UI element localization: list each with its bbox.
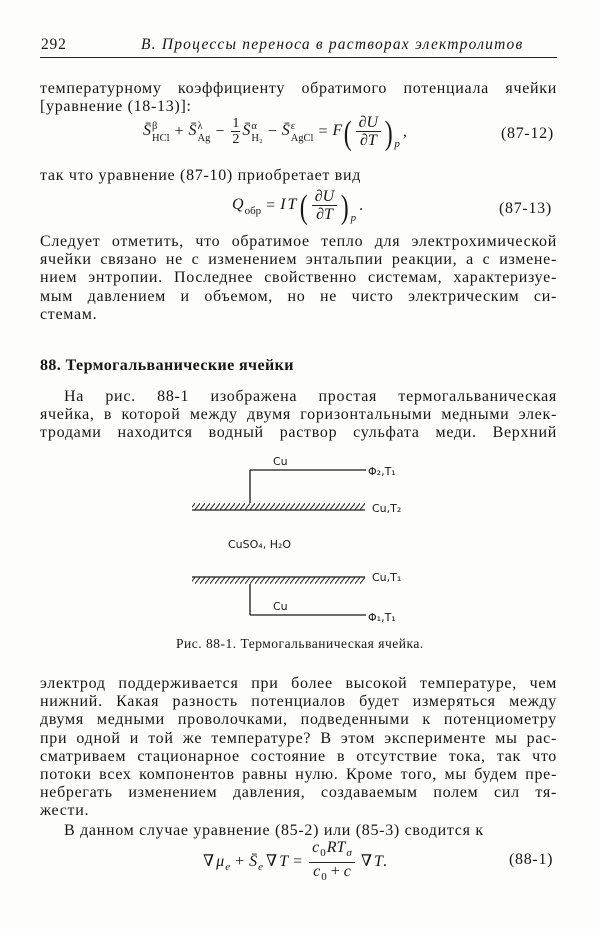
entropy-symbol: S̄: [143, 122, 151, 140]
nabla-symbol: ∇: [360, 852, 373, 870]
fraction-numerator: ∂U: [312, 188, 337, 206]
equation-87-12: [143, 114, 407, 154]
text-line: так что уравнение (87-10) приобретает вид: [40, 167, 362, 184]
top-terminal-label: Φ₂,T₁: [368, 465, 396, 478]
equation-number: (87-12): [501, 125, 554, 142]
entropy-symbol: S̄: [188, 122, 197, 140]
figure-88-1: [0, 450, 600, 635]
fraction-denominator: ∂T: [359, 132, 377, 150]
plus-sign: +: [235, 852, 245, 870]
subscript: e: [258, 860, 264, 873]
gas-constant-temperature: RT: [326, 838, 346, 856]
scripts-hcl: [152, 121, 170, 145]
section-paragraph: [40, 388, 557, 443]
equals-sign: =: [293, 852, 303, 870]
subscript: e: [225, 860, 231, 873]
subscript: 0: [321, 870, 327, 883]
concentration-symbol: c: [343, 862, 351, 880]
left-paren: (: [343, 114, 352, 152]
derivative-fraction: [312, 188, 337, 223]
fraction-denominator: [309, 863, 355, 886]
punctuation: .: [382, 852, 387, 870]
upper-electrode-hatching: [192, 503, 365, 510]
text-line: нием энтропии. Последнее свойственно системам, характеризуе-: [40, 269, 557, 287]
transition-paragraph: [40, 167, 557, 185]
scripts-ag: [198, 121, 211, 145]
superscript: β: [152, 120, 158, 132]
equals-sign: =: [318, 122, 328, 140]
equation-88-1-expression: [203, 839, 387, 886]
superscript: ε: [290, 120, 296, 132]
punctuation: .: [359, 196, 364, 214]
fraction-denominator: ∂T: [316, 206, 333, 224]
scripts-h2: [251, 121, 262, 145]
bottom-wire-label: Cu: [273, 600, 288, 613]
text-line: тродами находится водный раствор сульфата меди. Верхний: [40, 424, 557, 442]
text-line: На рис. 88-1 изображена простая термогальваническая: [64, 388, 557, 405]
bottom-terminal-label: Φ₁,T₁: [368, 611, 396, 624]
equation-87-13-expression: [232, 188, 363, 227]
fraction-one-half: [231, 116, 240, 147]
subscript: H₂: [251, 132, 263, 144]
equation-87-12-expression: [143, 114, 407, 153]
fraction-numerator: [309, 839, 355, 863]
lower-electrode-label: Cu,T₁: [372, 571, 402, 584]
text-line: двумя медными проволочками, подведенными к потенциометру: [40, 711, 557, 729]
derivative-subscript: p: [394, 138, 400, 151]
faraday-constant: F: [332, 122, 343, 140]
equation-88-1: [203, 838, 387, 883]
right-paren: ): [340, 188, 349, 226]
equation-number: (87-13): [499, 200, 552, 217]
text-line: небрегать изменением давления, создаваемым полем сил тя-: [40, 784, 557, 802]
text-line: при одной и той же температуре? В этом эксперименте мы рас-: [40, 729, 557, 747]
minus-sign: −: [267, 122, 277, 140]
equation-87-13: [232, 188, 363, 228]
subscript: HCl: [152, 132, 170, 144]
current-temperature-factor: IT: [280, 196, 299, 214]
running-title: В. Процессы переноса в растворах электролитов: [141, 36, 524, 53]
upper-electrode-label: Cu,T₂: [372, 502, 402, 515]
scripts-agcl: [291, 121, 314, 145]
entropy-symbol: S̄: [281, 122, 290, 140]
intro-paragraph: [40, 80, 557, 116]
text-line: ячейки связано не с изменением энтальпии реакции, а с измене-: [40, 251, 557, 269]
coefficient-fraction: [309, 839, 355, 886]
superscript: λ: [197, 120, 203, 132]
lower-electrode-hatching: [192, 577, 365, 584]
text-line: электрод поддерживается при более высокой температуре, чем: [40, 675, 557, 692]
derivative-fraction: [356, 114, 381, 149]
header-rule: [40, 57, 557, 58]
text-line: сматриваем стационарное состояние в отсутствие тока, так что: [40, 747, 557, 765]
temperature-symbol: T: [279, 852, 289, 870]
superscript: α: [251, 120, 257, 132]
left-paren: (: [300, 188, 309, 226]
subscript: AgCl: [290, 132, 314, 144]
remark-paragraph: [40, 233, 557, 324]
subscript: Ag: [197, 132, 211, 144]
solution-label: CuSO₄, H₂O: [228, 538, 292, 551]
chemical-potential-symbol: μ: [216, 852, 225, 870]
concentration-symbol: c: [312, 838, 320, 856]
derivative-subscript: p: [350, 212, 357, 225]
equation-number: (88-1): [509, 851, 554, 868]
plus-sign: +: [330, 862, 340, 880]
text-line: жести.: [40, 802, 90, 820]
plus-sign: +: [174, 122, 184, 140]
temperature-symbol: T: [374, 852, 383, 870]
nabla-symbol: ∇: [203, 852, 215, 870]
subscript: σ: [346, 846, 352, 859]
concentration-symbol: c: [313, 862, 321, 880]
fraction-denominator: 2: [232, 132, 240, 148]
figure-caption: Рис. 88-1. Термогальваническая ячейка.: [176, 636, 424, 651]
fraction-numerator: ∂U: [356, 114, 381, 132]
text-line: нижний. Какая разность потенциалов будет измеряться между: [40, 693, 557, 711]
fraction-numerator: 1: [232, 116, 240, 132]
text-line: стемам.: [40, 305, 98, 323]
subscript: обр: [244, 204, 262, 217]
top-wire-label: Cu: [273, 455, 288, 468]
text-line: Следует отметить, что обратимое тепло для электрохимической: [40, 233, 557, 250]
text-line: мым давлением и объемом, но не чисто электрическим си-: [40, 287, 557, 305]
text-line: потоки всех компонентов равны нулю. Кроме того, мы будем пре-: [40, 765, 557, 783]
text-line: В данном случае уравнение (85-2) или (85-3) сводится к: [64, 822, 484, 839]
nabla-symbol: ∇: [266, 852, 278, 870]
reduction-paragraph: [40, 822, 557, 840]
equals-sign: =: [266, 196, 276, 214]
continuation-paragraph: [40, 675, 557, 821]
right-paren: ): [384, 114, 393, 152]
entropy-symbol: S̄: [249, 852, 258, 870]
page-number: 292: [41, 36, 67, 53]
text-line: [уравнение (18-13)]:: [40, 98, 192, 116]
subscript: 0: [320, 846, 326, 859]
text-line: ячейка, в которой между двумя горизонтальными медными элек-: [40, 406, 557, 424]
minus-sign: −: [215, 122, 225, 140]
section-heading: 88. Термогальванические ячейки: [40, 357, 294, 374]
punctuation: ,: [402, 122, 407, 140]
heat-symbol: Q: [232, 196, 244, 214]
text-line: температурному коэффициенту обратимого потенциала ячейки: [40, 80, 557, 97]
entropy-symbol: S̄: [242, 122, 251, 140]
